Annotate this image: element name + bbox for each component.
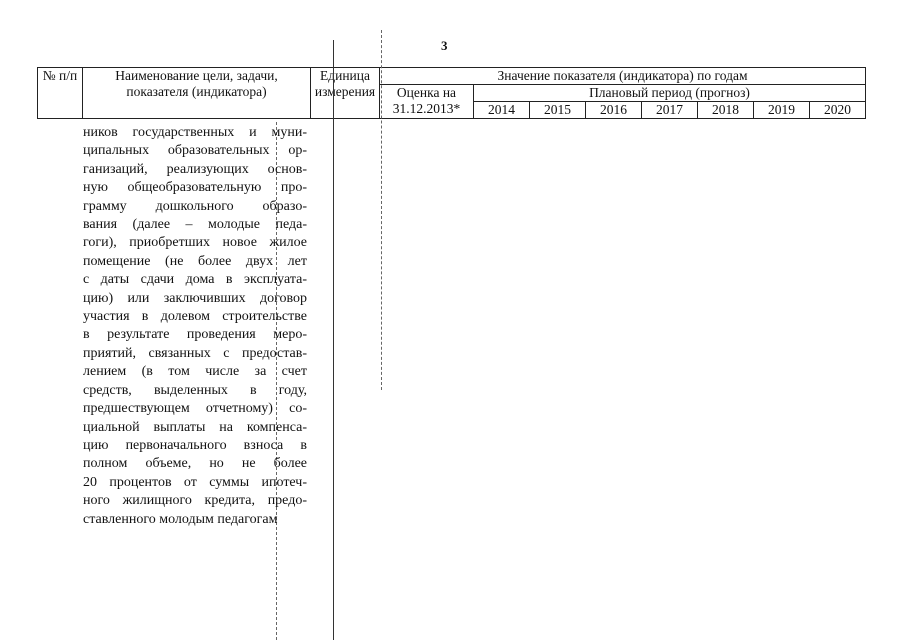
- text-line: помещение (не более двух лет: [83, 253, 307, 269]
- indicator-table-header: [37, 67, 866, 119]
- column-divider-line: [333, 40, 334, 640]
- text-line: грамму дошкольного образо-: [83, 198, 307, 214]
- text-line: ную общеобразовательную про-: [83, 180, 307, 196]
- header-plan-period: Плановый период (прогноз): [474, 85, 866, 102]
- header-row-number: № п/п: [38, 68, 83, 119]
- text-line: цию) или заключивших договор: [83, 290, 307, 306]
- text-line: с даты сдачи дома в эксплуата-: [83, 272, 307, 288]
- text-line: цию первоначального взноса в: [83, 437, 307, 453]
- text-line: ставленного молодым педагогам: [83, 511, 278, 527]
- text-line: предшествующем отчетному) со-: [83, 401, 307, 417]
- header-estimate: Оценка на 31.12.2013*: [380, 85, 474, 119]
- text-line: ного жилищного кредита, предо-: [83, 493, 307, 509]
- header-year: 2020: [810, 102, 866, 119]
- text-line: 20 процентов от суммы ипотеч-: [83, 474, 307, 490]
- header-values-by-year: Значение показателя (индикатора) по годам: [380, 68, 866, 85]
- column-divider-line: [381, 30, 382, 390]
- text-line: ципальных образовательных ор-: [83, 143, 307, 159]
- text-line: участия в долевом строительстве: [83, 309, 307, 325]
- header-year: 2014: [474, 102, 530, 119]
- text-line: средств, выделенных в году,: [83, 382, 307, 398]
- header-indicator-name: Наименование цели, задачи, показателя (индикатора): [83, 68, 311, 119]
- text-line: ников государственных и муни-: [83, 125, 307, 140]
- text-line: приятий, связанных с предостав-: [83, 345, 307, 361]
- text-line: в результате проведения меро-: [83, 327, 307, 343]
- header-year: 2015: [530, 102, 586, 119]
- text-line: гоги), приобретших новое жилое: [83, 235, 307, 251]
- text-line: ганизаций, реализующих основ-: [83, 161, 307, 177]
- text-line: вания (далее – молодые педа-: [83, 217, 307, 233]
- text-line: циальной выплаты на компенса-: [83, 419, 307, 435]
- page-number: 3: [441, 38, 448, 53]
- text-line: полном объеме, но не более: [83, 456, 307, 472]
- text-line: лением (в том числе за счет: [83, 364, 307, 380]
- header-year: 2018: [698, 102, 754, 119]
- header-unit: Единица измерения: [311, 68, 380, 119]
- header-year: 2017: [642, 102, 698, 119]
- header-year: 2019: [754, 102, 810, 119]
- indicator-description-text: [83, 124, 307, 529]
- header-year: 2016: [586, 102, 642, 119]
